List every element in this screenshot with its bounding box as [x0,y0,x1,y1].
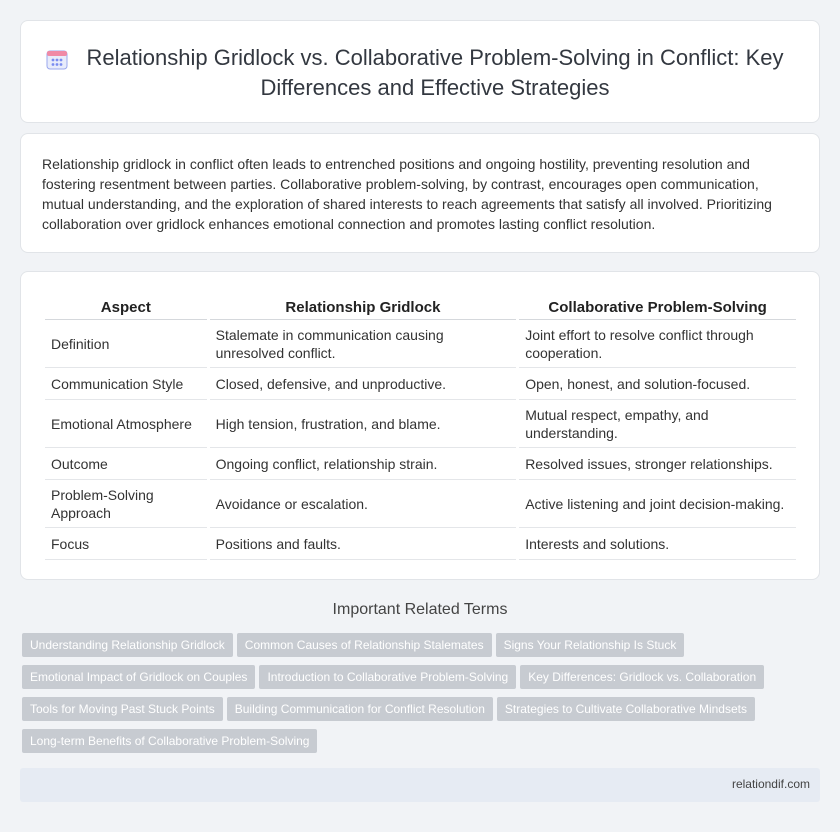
related-term-tag[interactable]: Emotional Impact of Gridlock on Couples [22,665,255,689]
table-header-row [45,295,796,320]
table-cell: Stalemate in communication causing unresolved conflict. [210,320,517,368]
related-term-tag[interactable]: Strategies to Cultivate Collaborative Mindsets [497,697,755,721]
related-term-tag[interactable]: Building Communication for Conflict Resolution [227,697,493,721]
table-cell: Positions and faults. [210,528,517,560]
table-cell: Active listening and joint decision-making. [519,480,796,528]
table-row [45,528,796,560]
summary-card [20,133,820,253]
related-term-tag[interactable]: Tools for Moving Past Stuck Points [22,697,223,721]
table-cell: Resolved issues, stronger relationships. [519,448,796,480]
table-row [45,368,796,400]
header-card [20,20,820,123]
table-cell: Closed, defensive, and unproductive. [210,368,517,400]
comparison-card [20,271,820,580]
footer [20,768,820,802]
table-row [45,400,796,448]
column-header: Collaborative Problem-Solving [519,295,796,320]
table-cell: Avoidance or escalation. [210,480,517,528]
table-row [45,448,796,480]
table-cell: Communication Style [45,368,207,400]
related-terms-title: Important Related Terms [332,601,508,618]
column-header: Relationship Gridlock [210,295,517,320]
column-header: Aspect [45,295,207,320]
related-term-tag[interactable]: Understanding Relationship Gridlock [22,633,233,657]
table-cell: Open, honest, and solution-focused. [519,368,796,400]
related-term-tag[interactable]: Introduction to Collaborative Problem-Solving [259,665,516,689]
summary-text: Relationship gridlock in conflict often leads to entrenched positions and ongoing hostility, preventing resolution and fostering resentment between parties. Collaborative problem-solving, by contrast, encourages open communication, mutual understanding, and the exploration of shared interests to reach agreements that satisfy all involved. Prioritizing collaboration over gridlock enhances emotional connection and promotes lasting conflict resolution. [42,156,772,232]
table-cell: Ongoing conflict, relationship strain. [210,448,517,480]
table-cell: Outcome [45,448,207,480]
table-row [45,480,796,528]
related-term-tag[interactable]: Common Causes of Relationship Stalemates [237,633,492,657]
table-cell: High tension, frustration, and blame. [210,400,517,448]
related-term-tag[interactable]: Long-term Benefits of Collaborative Problem-Solving [22,729,317,753]
table-row [45,320,796,368]
table-cell: Problem-Solving Approach [45,480,207,528]
related-term-tag[interactable]: Key Differences: Gridlock vs. Collaboration [520,665,764,689]
related-terms-list [22,633,812,761]
table-cell: Emotional Atmosphere [45,400,207,448]
table-cell: Mutual respect, empathy, and understanding. [519,400,796,448]
table-cell: Focus [45,528,207,560]
table-cell: Definition [45,320,207,368]
table-cell: Joint effort to resolve conflict through cooperation. [519,320,796,368]
related-term-tag[interactable]: Signs Your Relationship Is Stuck [496,633,685,657]
comparison-table [42,295,799,560]
site-link[interactable]: relationdif.com [731,777,810,791]
table-cell: Interests and solutions. [519,528,796,560]
page-title: Relationship Gridlock vs. Collaborative Problem-Solving in Conflict: Key Differences and Effective Strategies [86,45,784,100]
